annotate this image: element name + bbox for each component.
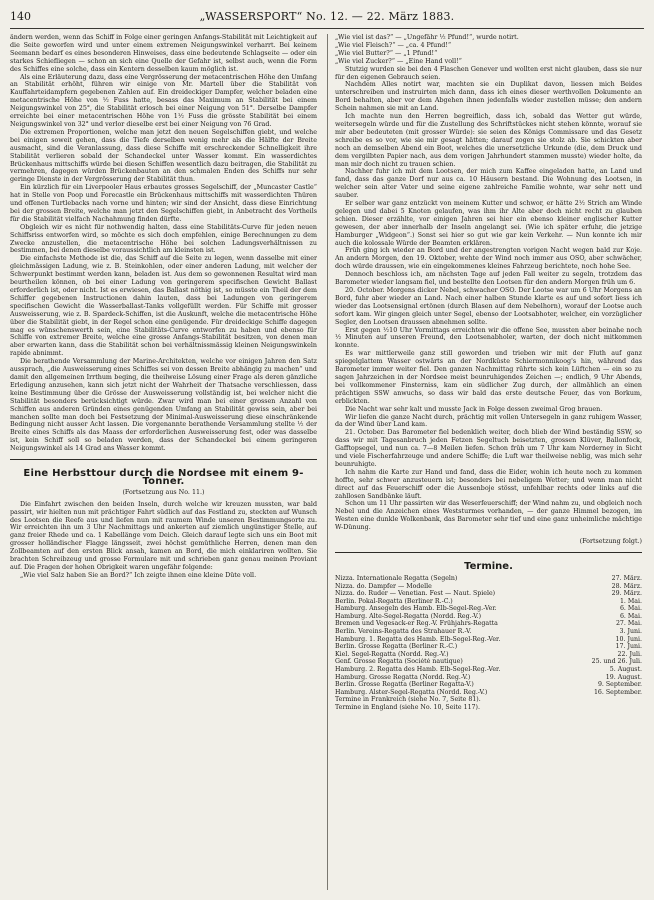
termine-event: Kiel. Segel-Regatta (Nordd. Reg.-V.) bbox=[335, 650, 449, 658]
paragraph: Die extremen Proportionen, welche man jetzt den neuen Segelschiffen giebt, und welche bei einigen soweit gehen, dass die Tiefe derselben wenig mehr als die Hälfte der Breite ausmacht, sind die Veranlassung, dass diese Schiffe mit erschreckender Schnelligkeit ihre Stabilität verlieren sobald der Schandeckel unter Wasser kommt. Ein wasserdichtes Brückenhaus mittschiffs würde bei diesen Schiffen wesentlich dazu beitragen, die Stabilität zu vermehren, dagegen würden Brückenbauten an den schmalen Enden des Schiffs nur sehr geringe Dienste in der Vergrösserung der Stabilität thun. bbox=[10, 128, 317, 184]
left-column bbox=[10, 34, 317, 890]
article-title: Eine Herbsttour durch die Nordsee mit einem 9-Tonner. bbox=[23, 468, 304, 487]
paragraph: Die Nacht war sehr kalt und musste Jack in Folge dessen zweimal Grog brauen. bbox=[345, 405, 603, 413]
paragraph: Ein kürzlich für ein Liverpooler Haus erbautes grosses Segelschiff, der „Muncaster Castle“ hat in Stelle von Poop und Forecastle ein Brückenhaus mittschiffs mit wasserdichten Thüren und offenen Turtlebacks nach vorne und hinten; wir sind der Ansicht, dass diese Einrichtung bei der grossen Breite, welche man jetzt den Segelschiffen giebt, in Anbetracht des Vortheils für die Stabilität vielfach Nachahmung finden dürfte. bbox=[10, 184, 317, 223]
paragraph: Die Einfahrt zwischen den beiden Inseln, durch welche wir kreuzen mussten, war bald passirt, wir hielten nun mit prächtiger Fahrt südlich auf das Festland zu, steckten auf Wunsch des Lootsen die Reefe aus und liefen nun mit raumem Winde unseren Bestimmungsorte zu. Wir erreichten ihn um 3 Uhr Nachmittags und ankerten auf ziemlich ungünstiger Stelle, auf ganz freier Rhede und ca. 1 Kabellänge vom Deich. Gleich darauf legte sich uns ein Boot mit grosser holländischer Flagge längsseit, zwei höchst gemüthliche Herren, denen man den Zollbeamten auf den ersten Blick ansah, kamen an Bord, die mich einklariren wollten. Sie brachten Schreibzeug und grosse Formulare mit und schrieben ganz genau meinen Proviant auf. Die Fragen der hohen Obrigkeit waren ungefähr folgende: bbox=[10, 500, 317, 571]
termine-date: 10. Juni. bbox=[615, 635, 642, 643]
continued-note: (Fortsetzung folgt.) bbox=[579, 538, 642, 546]
paragraph: Stutzig wurden sie bei den 4 Flaschen Genever und wollten erst nicht glauben, dass sie nur für den eigenen Gebrauch seien. bbox=[335, 65, 642, 81]
termine-row bbox=[335, 620, 642, 628]
paragraph: Obgleich wir es nicht für nothwendig halten, dass eine Stabilitäts-Curve für jeden neuen Schiffsriss entworfen wird, so möchte es sich doch empfehlen, einige Berechnungen zu dem Zwecke anzustellen, die metacentrische Höhe bei solchen Ladungsverhältnissen zu bestimmen, bei denen dieselbe voraussichtlich am kleinsten ist. bbox=[10, 223, 317, 255]
termine-date: 9. September. bbox=[597, 681, 642, 689]
paragraph: Wir liefen die ganze Nacht durch, prächtig mit vollen Untersegeln in ganz ruhigem Wasser, da der Wind über Land kam. bbox=[335, 413, 642, 429]
termine-date: 27. März. bbox=[611, 574, 642, 582]
paragraph: 21. October. Das Barometer fiel bedenklich weiter, doch blieb der Wind beständig SSW, so dass wir mit Tagesanbruch jeden Fetzen Segeltuch beisetzten, grossen Klüver, Ballonfock, Gafftopsegel, und nun ca. 7—8 Meilen liefen. Schon früh um 7 Uhr kam Norderney in Sicht und viele Fischerfahrzeuge und andere Schiffe; die Luft war theilweise neblig, was mich sehr beunruhigte. bbox=[335, 429, 642, 468]
termine-date: 5. August. bbox=[609, 666, 642, 674]
article-subtitle: (Fortsetzung aus No. 11.) bbox=[122, 488, 205, 496]
termine-row bbox=[335, 575, 642, 583]
termine-row bbox=[335, 628, 642, 636]
termine-event: Berlin. Grosse Regatta (Berliner Regatta-V.) bbox=[335, 681, 474, 689]
termine-row bbox=[335, 590, 642, 598]
issue-title: „WASSERSPORT“ No. 12. — 22. März 1883. bbox=[199, 10, 455, 23]
paragraph: Dennoch beschloss ich, am nächsten Tage auf jeden Fall weiter zu segeln, trotzdem das Barometer wieder langsam fiel, und bestellte den Lootsen für den andern Morgen früh um 6. bbox=[335, 271, 642, 287]
termine-date: 16. September. bbox=[593, 688, 642, 696]
paragraph: Schon um 11 Uhr passirten wir das Weserfeuerschiff; der Wind nahm zu, und obgleich noch Nebel und die Anzeichen eines Weststurmes vorhanden, — der ganze Himmel bezogen, im Westen eine dunkle Wolkenbank, das Barometer sehr tief und eine ganz unheimliche mächtige W-Dünung. bbox=[335, 500, 642, 532]
termine-event: Berlin. Grosse Regatta (Berliner R.-C.) bbox=[335, 643, 458, 651]
termine-date: 6. Mai. bbox=[619, 612, 642, 620]
termine-event: Hamburg. 1. Regatta des Hamb. Elb-Segel-Reg.-Ver. bbox=[335, 635, 501, 643]
dialogue-line: „Wie viel Fleisch?“ — „ca. 4 Pfund!“ bbox=[335, 41, 452, 49]
termine-date: 1. Mai. bbox=[619, 597, 642, 605]
termine-list bbox=[335, 575, 642, 712]
termine-date: 17. Juni. bbox=[615, 643, 642, 651]
termine-date: 3. Juni. bbox=[619, 628, 642, 636]
termine-date: 22. Juli. bbox=[617, 650, 642, 658]
paragraph: Erst gegen ½10 Uhr Vormittags erreichten wir die offene See, mussten aber beinahe noch ½ Minuten auf unseren Freund, den Lootsenabholer, warten, der doch nicht mitkommen konnte. bbox=[335, 326, 642, 350]
paragraph: Als eine Erläuterung dazu, dass eine Vergrösserung der metacentrischen Höhe den Umfang an Stabilität erhöht, führen wir einige von Mr. Martell über die Stabilität von Kauffahrteidampfern gegebenen Zahlen auf. Ein dreideckiger Dampfer, welcher beladen eine metacentrische Höhe von ½ Fuss hatte, besass das Maximum an Stabilität bei einem Neigungswinkel von 25°, die Stabilität erlosch bei einer Neigung von 51°. Derselbe Dampfer erreichte bei einer metacentrischen Höhe von 1½ Fuss die grösste Stabilität bei einem Neigungswinkel von 32° und verlor dieselbe erst bei einer Neigung von 76 Grad. bbox=[10, 73, 317, 128]
termine-row bbox=[335, 613, 642, 621]
termine-row bbox=[335, 689, 642, 697]
termine-row bbox=[335, 666, 642, 674]
paragraph: Früh ging ich wieder an Bord und der angestrengten vorigen Nacht wegen bald zur Koje. An andern Morgen, den 19. Oktober, wehte der Wind noch immer aus OSO, aber schwächer, doch würde draussen, wie ein eingekommenes kleines Fahrzeug berichtete, noch hohe See. bbox=[335, 247, 642, 271]
paragraph: 20. October. Morgens dicker Nebel, schwacher OSO. Der Lootse war um 6 Uhr Morgens an Bord, fuhr aber wieder an Land. Nach einer halben Stunde klarte es auf und sofort liess ich wieder das Lootsensignal ertönen (durch Blasen auf dem Nebelhorn), worauf der Lootse auch sofort kam. Wir gingen gleich unter Segel, ebenso der Lootsabhoter, welcher, ein vorzüglicher Segler, den Lootsen draussen abnehmen sollte. bbox=[335, 287, 642, 326]
termine-event: Berlin. Pokal-Regatta (Berliner R.-C.) bbox=[335, 597, 453, 605]
termine-event: Genf. Grosse Regatta (Société nautique) bbox=[335, 658, 463, 666]
termine-event: Bremen und Vegesack-er Reg.-V. Frühjahrs-Regatta bbox=[335, 620, 498, 628]
termine-event: Nizza. do. Ruder — Venetian. Fest — Naut. Spiele) bbox=[335, 590, 496, 598]
termine-row bbox=[335, 651, 642, 659]
termine-event: Nizza. do. Dampfer — Modelle bbox=[335, 582, 432, 590]
paragraph: ändern werden, wenn das Schiff in Folge einer geringen Anfangs-Stabilität mit Leichtigkeit auf die Seite geworfen wird und unter einem extremen Neigungswinkel verharrt. Bei keinem Seemann bedarf es eines besonderen Hinweises, dass eine bedeutende Schlagseite — oder ein starkes Schiefliegen — schon an sich eine Quelle der Gefahr ist, selbst auch, wenn die Form des Schiffes eine solche, dass ein Kentern desselben kaum möglich ist. bbox=[10, 34, 317, 73]
termine-event: Berlin. Vereins-Regatta des Strahauer R.-V. bbox=[335, 628, 472, 636]
termine-row bbox=[335, 583, 642, 591]
termine-date: 29. März. bbox=[611, 590, 642, 598]
right-column bbox=[335, 34, 642, 890]
termine-note: Termine in England (siehe No. 10, Seite 117). bbox=[335, 704, 480, 711]
termine-date: 6. Mai. bbox=[619, 605, 642, 613]
paragraph: Es war mittlerweile ganz still geworden und trieben wir mit der Fluth auf ganz spiegelglattem Wasser ostwärts an der Nordküste Schiermonnikoog's hin, während das Barometer immer weiter fiel. Den ganzen Nachmittag rührte sich kein Lüftchen — ein so zu sagen Jahrzeichen in der Nordsee meist beunruhigendes Zeichen —; endlich, 9 Uhr Abends, bei vollkommener Finsterniss, kam ein südlicher Zug durch, der allmählich an einen prächtigen SSW anwuchs, so dass wir bald das erste deutsche Feuer, das von Borkum, erblickten. bbox=[335, 350, 642, 405]
termine-row bbox=[335, 643, 642, 651]
header-rule bbox=[10, 28, 644, 29]
termine-event: Hamburg. Alster-Segel-Regatta (Nordd. Reg.-V.) bbox=[335, 688, 488, 696]
page-header bbox=[10, 10, 644, 26]
dialogue-line: „Wie viel Butter?“ — „1 Pfund!“ bbox=[335, 49, 438, 57]
termine-row bbox=[335, 658, 642, 666]
termine-date: 19. August. bbox=[605, 673, 642, 681]
termine-row bbox=[335, 636, 642, 644]
paragraph: Ich nahm die Karte zur Hand und fand, dass die Eider, wohin ich heute noch zu kommen hoffte, sehr schwer anzusteuern ist; besonders bei nebeligem Wetter; und wenn man nicht direct auf das Feuerschiff oder die Aussenboje stösst, unfehlbar rechts oder links auf die zahllosen Sandbänke läuft. bbox=[335, 468, 642, 500]
paragraph: Er selber war ganz entzückt von meinem Kutter und schwor, er hätte 2½ Strich am Winde gelegen und dabei 5 Knoten gelaufen, was ihm ihr Alte aber doch nicht recht zu glauben schien. Dieser erzählte, vor einigen Jahren sei hier ein ebenso kleiner englischer Kutter gewesen, der aber innerhalb der Inseln angelangt sei. (Wie ich später erfuhr, die jetzige Hamburger „Widgeon“.) Sonst sei hier so gut wie gar kein Verkehr. — Nun konnte ich mir auch die kolossale Würde der Beamten erklären. bbox=[335, 200, 642, 247]
termine-row bbox=[335, 674, 642, 682]
paragraph: Nachher fuhr ich mit dem Lootsen, der mich zum Kaffee eingeladen hatte, an Land und fand, dass das ganze Dorf nur aus ca. 10 Häusern bestand. Die Wohnung des Lootsen, in welcher sein alter Vater und seine eigene zahlreiche Familie wohnte, war sehr nett und sauber. bbox=[335, 168, 642, 200]
termine-title: Termine. bbox=[464, 561, 513, 572]
termine-event: Nizza. Internationale Regatta (Segeln) bbox=[335, 574, 458, 582]
termine-row bbox=[335, 605, 642, 613]
termine-note: Termine in Frankreich (siehe No. 7, Seite 81). bbox=[335, 696, 481, 704]
dialogue-line: „Wie viel Zucker?“ — „Eine Hand voll!“ bbox=[335, 57, 462, 65]
termine-row bbox=[335, 598, 642, 606]
section-rule bbox=[335, 552, 642, 553]
termine-event: Hamburg. Grosse Regatta (Nordd. Reg.-V.) bbox=[335, 673, 471, 681]
termine-event: Hamburg. 2. Regatta des Hamb. Elb-Segel-Reg.-Ver. bbox=[335, 666, 501, 674]
page-number: 140 bbox=[10, 10, 31, 23]
termine-date: 25. und 26. Juli. bbox=[591, 658, 642, 666]
termine-event: Hamburg. Alte-Segel-Regatta (Nordd. Reg.-V.) bbox=[335, 612, 482, 620]
section-rule bbox=[10, 459, 317, 460]
termine-date: 27. Mai. bbox=[615, 620, 642, 628]
termine-event: Hamburg. Ansegeln des Hamb. Elb-Segel-Reg.-Ver. bbox=[335, 605, 497, 613]
dialogue-line: „Wie viel ist das?“ — „Ungefähr ½ Pfund!“, wurde notirt. bbox=[335, 34, 519, 41]
paragraph: Die berathende Versammlung der Marine-Architekten, welche vor einigen Jahren den Satz aussprach, „die Ausweisserung eines Schiffes sei von dessen Breite abhängig zu machen“ und damit den allgemeinen Irrthum beging, die theilweise Lösung einer Frage als deren gänzliche Erledigung anzusehen, kann sich jetzt nicht der Wahrheit der Thatsache verschliessen, dass keine Bestimmung über die Grösse der Ausweisserung vollständig ist, bei welcher nicht die Stabilität besonders berücksichtigt würde. Zwar wird man bei einer grossen Anzahl von Schiffen aus anderen Gründen eines genügenden Umfang an Stabilität gewiss sein, aber bei manchen sollte man doch bei Festsetzung der Minimal-Ausweisserung diese einschränkende Bedingung nicht ausser Acht lassen. Die vorgenannte berathende Versammlung stellte ½ der Breite eines Schiffs als das Maass der erforderlichen Ausweisserung fest, oder was dasselbe ist, kein Schiff soll so beladen werden, dass der Schandeckel bei einem geringeren Neigungswinkel als 14 Grad ans Wasser kommt. bbox=[10, 358, 317, 453]
paragraph: Nachdem Alles notirt war, machten sie ein Duplikat davon, liessen mich Beides unterschreiben und instruirten mich dann, dass ich eines dieser werthvollen Dokumente an Bord behalten, aber vor dem Abgehen ihnen jedenfalls wieder zustellen müsse; den andern Schein nahmen sie mit an Land. bbox=[335, 81, 642, 113]
paragraph: Ich machte nun den Herren begreiflich, dass ich, sobald das Wetter gut würde, weitersegeln würde und für die Zustellung des Schriftstückes nicht stehen könnte, worauf sie mir aber bedeuteten (mit grosser Würde): sie seien des Königs Commissare und das Gesetz schreibe es so vor, wie sie mir gesagt hätten; darauf zogen sie stolz ab. Sie schickten aber noch an demselben Abend ein Boot, welches die unersetzliche Urkunde (die, dem Druck und dem vergilbten Papier nach, aus dem vorigen Jahrhundert stammen musste) wieder holte, da man mir doch nicht zu trauen schien. bbox=[335, 113, 642, 168]
termine-row bbox=[335, 681, 642, 689]
column-divider bbox=[327, 34, 328, 890]
paragraph: Die einfachste Methode ist die, das Schiff auf die Seite zu legen, wenn dasselbe mit einer gleichmässigen Ladung, wie z. B. Steinkohlen, oder einer anderen Ladung, mit welcher der Schwerpunkt bestimmt werden kann, beladen ist. Aus dem so gewonnenen Resultat wird man beurtheilen können, ob bei einer Ladung von geringerem specifischen Gewicht Ballast erforderlich ist, oder nicht. Ist es erwiesen, das Ballast nöthig ist, so müsste ein Theil der dem Schiffer gegebenen Instructionen dahin lauten, dass bei Ladungen von geringerem specifischen Gewicht die Wasserballast-Tanks vollgefüllt werden. Für Schiffe mit grosser Ausweisserung, wie z. B. Spardeck-Schiffen, ist die Auskunft, welche die metacentrische Höhe über die Stabilität giebt, in der Regel schon eine genügende. Für dreideckige Schiffe dagegen mag es wünschenswerth sein, eine Stabilitäts-Curve entworfen zu haben und ebenso für Schiffe von extremer Breite, welche eine grosse Anfangs-Stabilität besitzen, von denen man aber erwarten kann, dass die Stabilität schon bei verhältnissmässig kleinen Neigungswinkeln rapide abnimmt. bbox=[10, 255, 317, 358]
termine-date: 28. März. bbox=[611, 582, 642, 590]
paragraph: „Wie viel Salz haben Sie an Bord?“ Ich zeigte ihnen eine kleine Düte voll. bbox=[20, 571, 257, 579]
